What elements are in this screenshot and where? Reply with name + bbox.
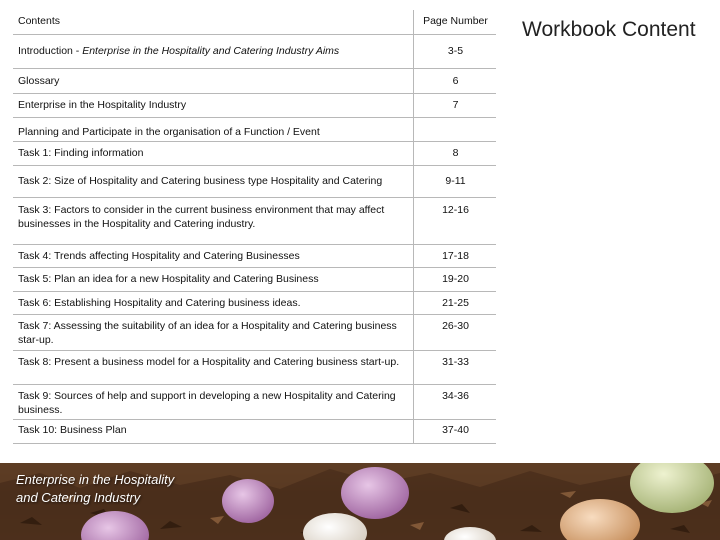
- table-row: [13, 267, 496, 291]
- row-topic: Task 9: Sources of help and support in developing a new Hospitality and Catering business.: [13, 384, 414, 419]
- row-page: 12-16: [414, 197, 497, 244]
- row-topic: Task 2: Size of Hospitality and Catering business type Hospitality and Catering: [13, 165, 414, 197]
- table-row: [13, 291, 496, 314]
- row-page: 17-18: [414, 244, 497, 267]
- row-page: 21-25: [414, 291, 497, 314]
- row-topic: Task 5: Plan an idea for a new Hospitality and Catering Business: [13, 267, 414, 291]
- table-row: [13, 197, 496, 244]
- row-page: 34-36: [414, 384, 497, 419]
- page-number-header: Page Number: [414, 10, 497, 34]
- row-page: 19-20: [414, 267, 497, 291]
- row-topic: Task 6: Establishing Hospitality and Catering business ideas.: [13, 291, 414, 314]
- section-row: [13, 117, 496, 141]
- banner-line-2: and Catering Industry: [16, 490, 141, 505]
- row-topic: Task 8: Present a business model for a Hospitality and Catering business start-up.: [13, 350, 414, 384]
- row-topic: Task 3: Factors to consider in the current business environment that may affect businesses in the Hospitality and Catering industry.: [13, 197, 414, 244]
- table-row: [13, 165, 496, 197]
- row-page: 31-33: [414, 350, 497, 384]
- table-row: [13, 141, 496, 165]
- contents-table: [13, 10, 496, 444]
- table-row: [13, 350, 496, 384]
- row-page: 3-5: [414, 34, 497, 68]
- row-topic: Glossary: [13, 68, 414, 93]
- row-topic: Task 7: Assessing the suitability of an idea for a Hospitality and Catering business star-up.: [13, 314, 414, 350]
- table-row: [13, 244, 496, 267]
- row-topic: Task 4: Trends affecting Hospitality and Catering Businesses: [13, 244, 414, 267]
- row-page: 9-11: [414, 165, 497, 197]
- row-topic: Enterprise in the Hospitality Industry: [13, 93, 414, 117]
- row-page: 26-30: [414, 314, 497, 350]
- row-page: 7: [414, 93, 497, 117]
- table-row: [13, 93, 496, 117]
- row-page: 6: [414, 68, 497, 93]
- table-row: [13, 384, 496, 419]
- table-row: [13, 419, 496, 443]
- pink-egg: [341, 467, 409, 519]
- table-row: [13, 34, 496, 68]
- row-page: 8: [414, 141, 497, 165]
- row-page: [414, 117, 497, 141]
- table-row: [13, 68, 496, 93]
- table-row: [13, 314, 496, 350]
- row-page: 37-40: [414, 419, 497, 443]
- workbook-title: Workbook Content: [522, 18, 696, 41]
- row-topic: Introduction - Enterprise in the Hospitality and Catering Industry Aims: [13, 34, 414, 68]
- row-topic: Task 1: Finding information: [13, 141, 414, 165]
- section-topic: Planning and Participate in the organisation of a Function / Event: [13, 117, 414, 141]
- banner-caption: [16, 471, 174, 507]
- row-topic: Task 10: Business Plan: [13, 419, 414, 443]
- contents-header: Contents: [13, 10, 414, 34]
- banner-line-1: Enterprise in the Hospitality: [16, 472, 175, 487]
- banner-image: [0, 463, 720, 540]
- table-header-row: [13, 10, 496, 34]
- pink-egg: [222, 479, 274, 523]
